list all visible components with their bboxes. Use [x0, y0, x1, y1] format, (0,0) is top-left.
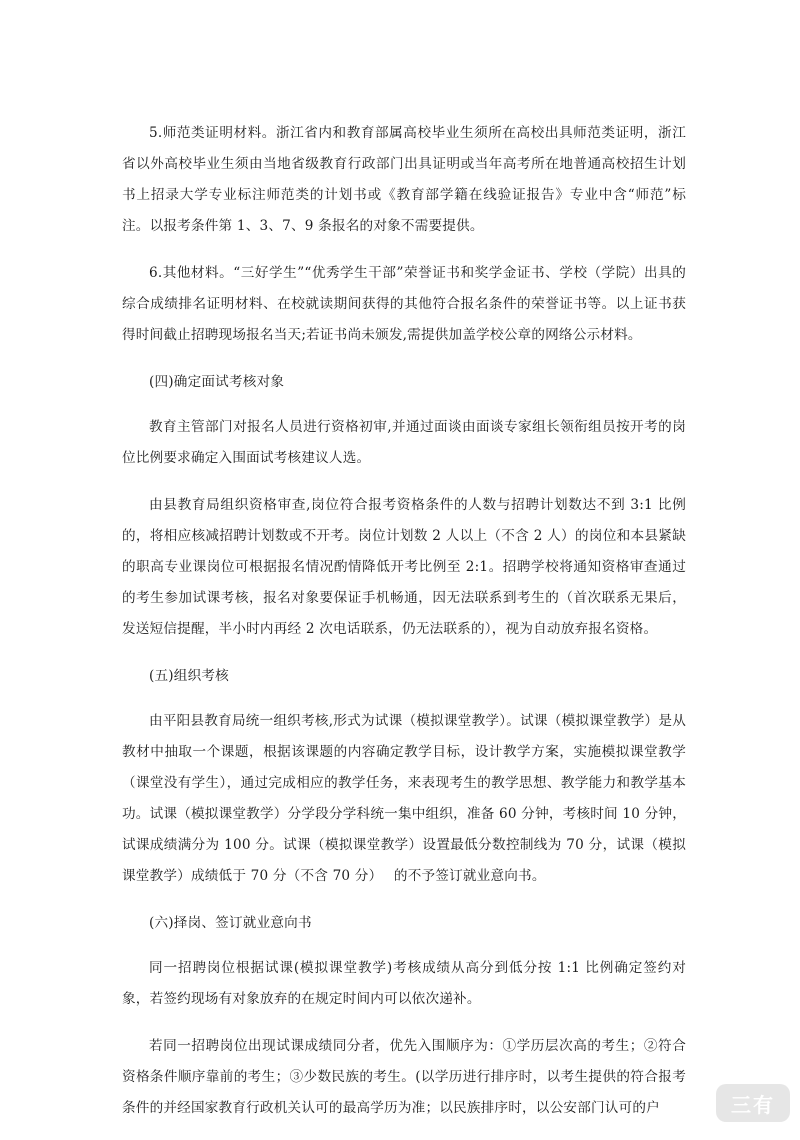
section-heading-job-selection: (六)择岗、签订就业意向书 — [149, 915, 312, 931]
watermark-logo: 三有 — [716, 1084, 790, 1122]
paragraph-preliminary-review: 教育主管部门对报名人员进行资格初审,并通过面谈由面谈专家组长领衔组员按开考的岗位比例要求确定入围面试考核建议人选。 — [122, 419, 686, 466]
section-heading-interview-candidates: (四)确定面试考核对象 — [149, 374, 285, 390]
section-heading-organize-assessment: (五)组织考核 — [149, 668, 229, 684]
paragraph-qualification-review: 由县教育局组织资格审查,岗位符合报考资格条件的人数与招聘计划数达不到 3:1 比例的，将相应核减招聘计划数或不开考。岗位计划数 2 人以上（不含 2 人）的岗位和本县紧缺的职高专业课岗位可根据报名情况酌情降低开考比例至 2:1。招聘学校将通知资格审查通过的考生参加试课考核，报名对象要保证手机畅通，因无法联系到考生的（首次联系无果后，发送短信提醒，半小时内再经 2 次电话联系，仍无法联系的），视为自动放弃报名资格。 — [122, 497, 686, 637]
paragraph-ranking-rule: 同一招聘岗位根据试课(模拟课堂教学)考核成绩从高分到低分按 1:1 比例确定签约对象，若签约现场有对象放弃的在规定时间内可以依次递补。 — [122, 960, 686, 1007]
document-body — [122, 118, 686, 1140]
paragraph-tie-break: 若同一招聘岗位出现试课成绩同分者，优先入围顺序为：①学历层次高的考生；②符合资格条件顺序靠前的考生；③少数民族的考生。(以学历进行排序时，以考生提供的符合报考条件的并经国家教育行政机关认可的最高学历为准；以民族排序时，以公安部门认可的户 — [122, 1038, 686, 1116]
paragraph-teacher-certificate: 5.师范类证明材料。浙江省内和教育部属高校毕业生须所在高校出具师范类证明，浙江省以外高校毕业生须由当地省级教育行政部门出具证明或当年高考所在地普通高校招生计划书上招录大学专业标注师范类的计划书或《教育部学籍在线验证报告》专业中含“师范”标注。以报考条件第 1、3、7、9 条报名的对象不需要提供。 — [122, 125, 686, 234]
paragraph-other-materials: 6.其他材料。“三好学生”“优秀学生干部”荣誉证书和奖学金证书、学校（学院）出具的综合成绩排名证明材料、在校就读期间获得的其他符合报名条件的荣誉证书等。以上证书获得时间截止招聘现场报名当天;若证书尚未颁发,需提供加盖学校公章的网络公示材料。 — [122, 265, 686, 343]
paragraph-trial-lesson: 由平阳县教育局统一组织考核,形式为试课（模拟课堂教学）。试课（模拟课堂教学）是从教材中抽取一个课题，根据该课题的内容确定教学目标，设计教学方案，实施模拟课堂教学（课堂没有学生），通过完成相应的教学任务，来表现考生的教学思想、教学能力和教学基本功。试课（模拟课堂教学）分学段分学科统一集中组织，准备 60 分钟，考核时间 10 分钟，试课成绩满分为 100 分。试课（模拟课堂教学）设置最低分数控制线为 70 分，试课（模拟课堂教学）成绩低于 70 分（不含 70 分） 的不予签订就业意向书。 — [122, 713, 686, 884]
